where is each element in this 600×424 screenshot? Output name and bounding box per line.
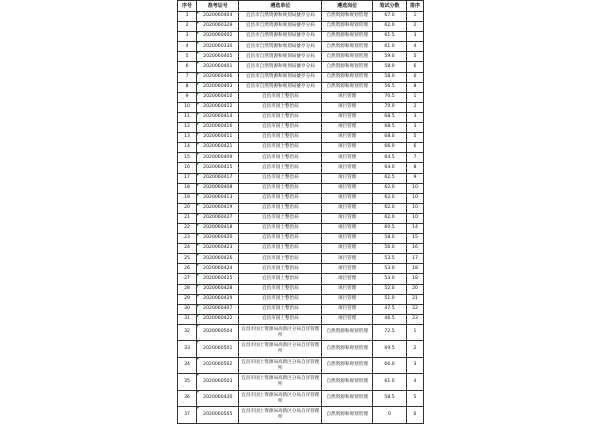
table-row [178,62,424,72]
exam-number-cell: 2020060426 [197,254,239,264]
rank-cell: 8 [407,82,424,92]
post-cell: 自然资源和规划管理 [322,324,373,341]
rank-cell: 6 [407,143,424,153]
table-row [178,294,424,304]
unit-cell: 宜昌市国土资源局高新区分局自洋管理所 [239,390,322,407]
rank-cell: 10 [407,183,424,193]
unit-cell: 宜昌市国土整治局 [239,183,322,193]
row-number: 29 [178,294,197,304]
row-number: 19 [178,193,197,203]
exam-number-cell: 2020060423 [197,244,239,254]
unit-cell: 宜昌市国土整治局 [239,133,322,143]
post-cell: 项目管理 [322,294,373,304]
rank-cell: 17 [407,254,424,264]
exam-number-cell: 2020060405 [197,52,239,62]
score-cell: 72.5 [373,324,407,341]
row-number: 7 [178,72,197,82]
row-number: 3 [178,32,197,42]
unit-cell: 宜昌市国土整治局 [239,254,322,264]
rank-cell: 3 [407,357,424,374]
post-cell: 项目管理 [322,92,373,102]
score-cell: 62.0 [373,213,407,223]
exam-number-cell: 2020060502 [197,357,239,374]
table-row [178,304,424,314]
row-number: 6 [178,62,197,72]
rank-cell: 20 [407,284,424,294]
table-row [178,153,424,163]
post-cell: 项目管理 [322,264,373,274]
header-no: 序号 [178,1,197,12]
post-cell: 项目管理 [322,213,373,223]
score-cell: 47.5 [373,304,407,314]
row-number: 30 [178,304,197,314]
exam-number-cell: 2020060428 [197,284,239,294]
unit-cell: 宜昌市国土资源局高新区分局自洋管理所 [239,407,322,424]
rank-cell: 23 [407,314,424,324]
row-number: 25 [178,254,197,264]
score-cell: 56.0 [373,244,407,254]
unit-cell: 宜昌市国土整治局 [239,304,322,314]
score-cell: 53.0 [373,264,407,274]
unit-cell: 宜昌市国土整治局 [239,244,322,254]
score-cell: 52.0 [373,284,407,294]
exam-number-cell: 2020060422 [197,314,239,324]
row-number: 1 [178,12,197,22]
rank-cell: 10 [407,203,424,213]
score-cell: 61.0 [373,374,407,391]
table-row [178,42,424,52]
post-cell: 项目管理 [322,163,373,173]
row-number: 32 [178,324,197,341]
row-number: 33 [178,341,197,358]
row-number: 37 [178,407,197,424]
exam-number-cell: 2020060503 [197,374,239,391]
row-number: 26 [178,264,197,274]
rank-cell: 3 [407,112,424,122]
unit-cell: 宜昌市国土整治局 [239,314,322,324]
rank-cell: 3 [407,32,424,42]
exam-number-cell: 2020060413 [197,193,239,203]
table-row [178,390,424,407]
rank-cell: 22 [407,304,424,314]
table-row [178,163,424,173]
table-row [178,324,424,341]
row-number: 36 [178,390,197,407]
rank-cell: 21 [407,294,424,304]
unit-cell: 宜昌市国土整治局 [239,274,322,284]
score-cell: 68.5 [373,123,407,133]
row-number: 10 [178,102,197,112]
post-cell: 自然资源和规划管理 [322,357,373,374]
score-cell: 53.5 [373,254,407,264]
post-cell: 项目管理 [322,102,373,112]
post-cell: 自然资源和规划管理 [322,22,373,32]
score-cell: 0 [373,407,407,424]
post-cell: 项目管理 [322,234,373,244]
score-cell: 69.5 [373,341,407,358]
table-row [178,213,424,223]
rank-cell: 4 [407,374,424,391]
row-number: 14 [178,143,197,153]
unit-cell: 宜昌市国土资源局高新区分局自洋管理所 [239,341,322,358]
header-row [178,1,424,12]
rank-cell: 1 [407,92,424,102]
rank-cell: 18 [407,264,424,274]
exam-number-cell: 2020060505 [197,407,239,424]
post-cell: 项目管理 [322,244,373,254]
score-sheet [177,0,424,424]
unit-cell: 宜昌市国土整治局 [239,223,322,233]
post-cell: 自然资源和规划管理 [322,72,373,82]
unit-cell: 宜昌市自然资源和规划局猇亭分局 [239,82,322,92]
rank-cell: 14 [407,223,424,233]
score-cell: 68.0 [373,133,407,143]
table-row [178,112,424,122]
exam-number-cell: 2020060430 [197,390,239,407]
post-cell: 项目管理 [322,284,373,294]
table-row [178,244,424,254]
row-number: 20 [178,203,197,213]
exam-number-cell: 2020060329 [197,22,239,32]
post-cell: 项目管理 [322,223,373,233]
exam-number-cell: 2020060427 [197,213,239,223]
table-row [178,12,424,22]
table-row [178,274,424,284]
unit-cell: 宜昌市国土整治局 [239,153,322,163]
exam-number-cell: 2020060412 [197,102,239,112]
score-cell: 62.0 [373,193,407,203]
score-cell: 62.0 [373,22,407,32]
unit-cell: 宜昌市自然资源和规划局猇亭分局 [239,62,322,72]
row-number: 16 [178,163,197,173]
rank-cell: 16 [407,244,424,254]
rank-cell: 6 [407,72,424,82]
unit-cell: 宜昌市国土整治局 [239,143,322,153]
score-cell: 70.0 [373,102,407,112]
post-cell: 项目管理 [322,183,373,193]
rank-cell: 1 [407,12,424,22]
rank-cell: 2 [407,22,424,32]
header-post: 遴选岗位 [322,1,373,12]
score-cell: 62.0 [373,183,407,193]
exam-number-cell: 2020060429 [197,294,239,304]
rank-cell: 2 [407,341,424,358]
exam-number-cell: 2020060408 [197,183,239,193]
rank-cell: 2 [407,102,424,112]
row-number: 22 [178,223,197,233]
row-number: 35 [178,374,197,391]
row-number: 17 [178,173,197,183]
exam-number-cell: 2020060501 [197,341,239,358]
rank-cell: 8 [407,163,424,173]
exam-number-cell: 2020060421 [197,143,239,153]
unit-cell: 宜昌市国土整治局 [239,234,322,244]
post-cell: 项目管理 [322,193,373,203]
table-row [178,234,424,244]
post-cell: 项目管理 [322,203,373,213]
exam-number-cell: 2020060420 [197,234,239,244]
post-cell: 自然资源和规划管理 [322,52,373,62]
unit-cell: 宜昌市国土整治局 [239,193,322,203]
table-row [178,102,424,112]
row-number: 12 [178,123,197,133]
table-row [178,314,424,324]
rank-cell: 1 [407,324,424,341]
exam-number-cell: 2020060406 [197,72,239,82]
row-number: 15 [178,153,197,163]
table-row [178,254,424,264]
post-cell: 项目管理 [322,314,373,324]
exam-number-cell: 2020060330 [197,42,239,52]
exam-number-cell: 2020060414 [197,112,239,122]
table-row [178,407,424,424]
score-cell: 62.0 [373,203,407,213]
rank-cell: 5 [407,390,424,407]
row-number: 21 [178,213,197,223]
post-cell: 自然资源和规划管理 [322,390,373,407]
exam-number-cell: 2020060418 [197,223,239,233]
table-row [178,203,424,213]
unit-cell: 宜昌市国土资源局高新区分局自洋管理所 [239,324,322,341]
score-cell: 68.5 [373,112,407,122]
header-rank: 排序 [407,1,424,12]
unit-cell: 宜昌市国土整治局 [239,213,322,223]
post-cell: 自然资源和规划管理 [322,32,373,42]
exam-number-cell: 2020060401 [197,62,239,72]
row-number: 11 [178,112,197,122]
table-row [178,72,424,82]
score-cell: 51.0 [373,294,407,304]
score-cell: 53.0 [373,274,407,284]
row-number: 9 [178,92,197,102]
score-cell: 46.5 [373,314,407,324]
score-cell: 58.5 [373,390,407,407]
exam-number-cell: 2020060415 [197,163,239,173]
table-row [178,52,424,62]
post-cell: 项目管理 [322,274,373,284]
header-score: 笔试分数 [373,1,407,12]
exam-number-cell: 2020060407 [197,304,239,314]
row-number: 5 [178,52,197,62]
exam-number-cell: 2020060411 [197,133,239,143]
exam-number-cell: 2020060425 [197,274,239,284]
exam-number-cell: 2020060417 [197,173,239,183]
score-table [177,0,424,424]
score-cell: 58.0 [373,62,407,72]
row-number: 34 [178,357,197,374]
exam-number-cell: 2020060416 [197,123,239,133]
rank-cell: 9 [407,173,424,183]
unit-cell: 宜昌市国土整治局 [239,163,322,173]
unit-cell: 宜昌市国土整治局 [239,294,322,304]
score-cell: 64.0 [373,163,407,173]
post-cell: 自然资源和规划管理 [322,82,373,92]
rank-cell: 10 [407,193,424,203]
unit-cell: 宜昌市自然资源和规划局猇亭分局 [239,12,322,22]
exam-number-cell: 2020060410 [197,92,239,102]
exam-number-cell: 2020060409 [197,153,239,163]
exam-number-cell: 2020060424 [197,264,239,274]
unit-cell: 宜昌市自然资源和规划局猇亭分局 [239,52,322,62]
table-row [178,92,424,102]
unit-cell: 宜昌市国土整治局 [239,203,322,213]
exam-number-cell: 2020060504 [197,324,239,341]
table-row [178,143,424,153]
table-row [178,22,424,32]
score-cell: 70.5 [373,92,407,102]
table-row [178,32,424,42]
rank-cell: 15 [407,234,424,244]
exam-number-cell: 2020060404 [197,12,239,22]
score-cell: 66.0 [373,357,407,374]
unit-cell: 宜昌市国土整治局 [239,92,322,102]
rank-cell: 18 [407,274,424,284]
table-row [178,193,424,203]
post-cell: 自然资源和规划管理 [322,42,373,52]
rank-cell: 5 [407,52,424,62]
table-row [178,374,424,391]
post-cell: 自然资源和规划管理 [322,407,373,424]
table-row [178,123,424,133]
exam-number-cell: 2020060403 [197,82,239,92]
row-number: 13 [178,133,197,143]
score-cell: 61.0 [373,42,407,52]
table-row [178,341,424,358]
rank-cell: 5 [407,133,424,143]
score-cell: 66.0 [373,143,407,153]
row-number: 28 [178,284,197,294]
unit-cell: 宜昌市国土整治局 [239,264,322,274]
exam-number-cell: 2020060419 [197,203,239,213]
row-number: 24 [178,244,197,254]
post-cell: 项目管理 [322,112,373,122]
exam-number-cell: 2020060402 [197,32,239,42]
header-exam-number: 准考证号 [197,1,239,12]
score-cell: 61.5 [373,32,407,42]
row-number: 8 [178,82,197,92]
post-cell: 项目管理 [322,173,373,183]
score-cell: 67.0 [373,12,407,22]
table-row [178,223,424,233]
unit-cell: 宜昌市国土资源局高新区分局自洋管理所 [239,374,322,391]
table-row [178,264,424,274]
post-cell: 项目管理 [322,153,373,163]
unit-cell: 宜昌市国土整治局 [239,102,322,112]
unit-cell: 宜昌市国土整治局 [239,112,322,122]
table-row [178,133,424,143]
row-number: 31 [178,314,197,324]
rank-cell: 6 [407,407,424,424]
table-row [178,357,424,374]
post-cell: 自然资源和规划管理 [322,374,373,391]
score-cell: 64.5 [373,153,407,163]
rank-cell: 4 [407,42,424,52]
unit-cell: 宜昌市自然资源和规划局猇亭分局 [239,22,322,32]
post-cell: 项目管理 [322,254,373,264]
post-cell: 自然资源和规划管理 [322,341,373,358]
table-row [178,183,424,193]
unit-cell: 宜昌市国土整治局 [239,173,322,183]
unit-cell: 宜昌市自然资源和规划局猇亭分局 [239,32,322,42]
score-cell: 59.0 [373,52,407,62]
post-cell: 项目管理 [322,143,373,153]
row-number: 2 [178,22,197,32]
rank-cell: 10 [407,213,424,223]
row-number: 4 [178,42,197,52]
rank-cell: 7 [407,153,424,163]
post-cell: 自然资源和规划管理 [322,62,373,72]
post-cell: 自然资源和规划管理 [322,12,373,22]
unit-cell: 宜昌市国土整治局 [239,284,322,294]
post-cell: 项目管理 [322,123,373,133]
score-cell: 58.0 [373,234,407,244]
unit-cell: 宜昌市自然资源和规划局猇亭分局 [239,42,322,52]
table-row [178,82,424,92]
score-cell: 56.5 [373,82,407,92]
post-cell: 项目管理 [322,133,373,143]
score-cell: 62.5 [373,173,407,183]
row-number: 18 [178,183,197,193]
table-row [178,173,424,183]
table-row [178,284,424,294]
row-number: 27 [178,274,197,284]
rank-cell: 3 [407,123,424,133]
unit-cell: 宜昌市国土资源局高新区分局自洋管理所 [239,357,322,374]
score-cell: 58.0 [373,72,407,82]
header-unit: 遴选单位 [239,1,322,12]
unit-cell: 宜昌市国土整治局 [239,123,322,133]
rank-cell: 6 [407,62,424,72]
post-cell: 项目管理 [322,304,373,314]
row-number: 23 [178,234,197,244]
score-cell: 60.5 [373,223,407,233]
unit-cell: 宜昌市自然资源和规划局猇亭分局 [239,72,322,82]
